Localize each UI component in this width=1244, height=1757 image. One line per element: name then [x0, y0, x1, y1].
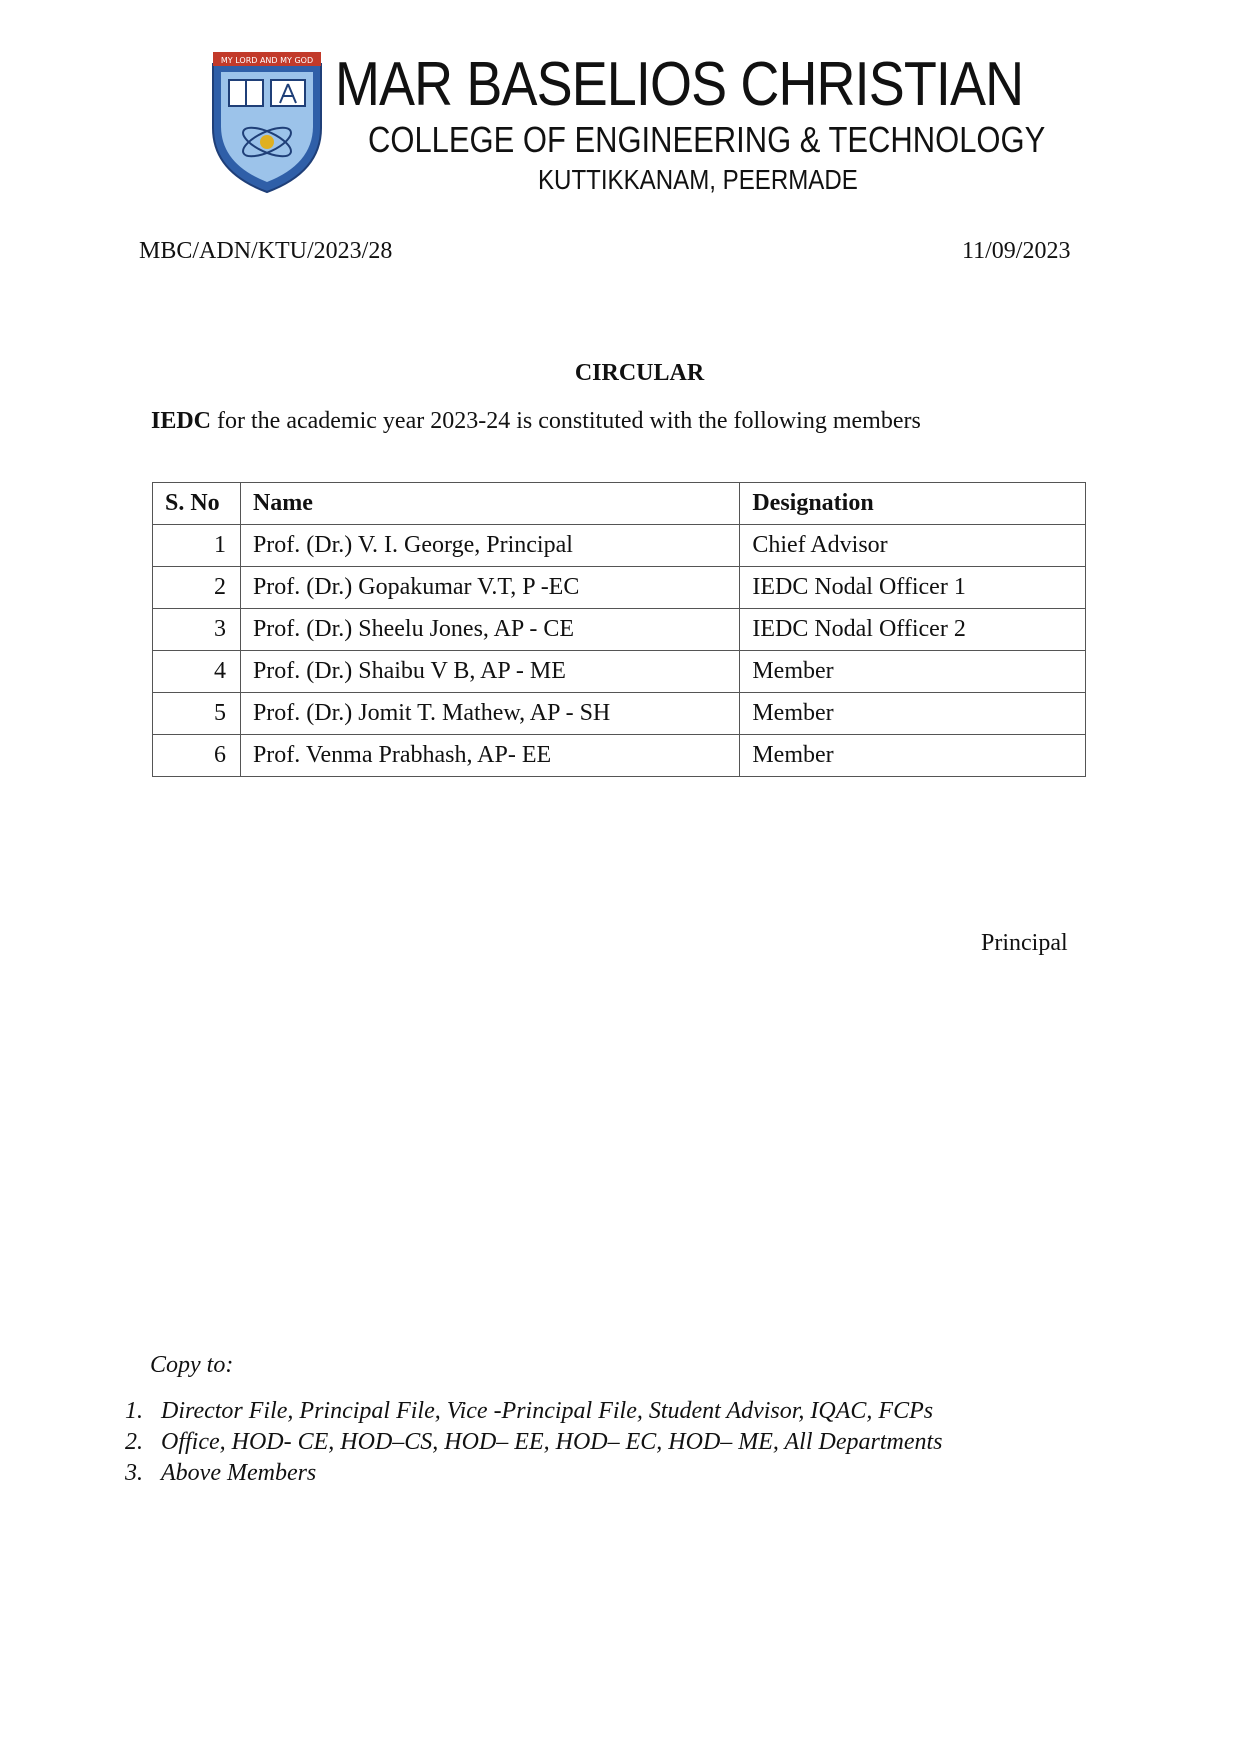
svg-text:MY LORD AND MY GOD: MY LORD AND MY GOD [220, 56, 314, 65]
list-text: Director File, Principal File, Vice -Principal File, Student Advisor, IQAC, FCPs [161, 1398, 934, 1424]
cell-sno: 4 [153, 651, 241, 693]
cell-designation: Member [740, 735, 1086, 777]
cell-sno: 3 [153, 609, 241, 651]
circular-heading: CIRCULAR [574, 360, 705, 386]
reference-number: MBC/ADN/KTU/2023/28 [139, 238, 393, 264]
table-row [153, 651, 1086, 693]
college-subtitle: COLLEGE OF ENGINEERING & TECHNOLOGY [368, 119, 1046, 160]
cell-designation: IEDC Nodal Officer 1 [740, 567, 1086, 609]
copy-to-label: Copy to: [150, 1352, 234, 1378]
cell-designation: Member [740, 651, 1086, 693]
intro-bold: IEDC [151, 408, 212, 434]
cell-name: Prof. (Dr.) Jomit T. Mathew, AP - SH [240, 693, 739, 735]
table-row [153, 735, 1086, 777]
intro-text: for the academic year 2023-24 is constituted with the following members [211, 408, 921, 434]
cell-sno: 6 [153, 735, 241, 777]
list-number: 3. [125, 1460, 143, 1486]
cell-name: Prof. (Dr.) Shaibu V B, AP - ME [240, 651, 739, 693]
cell-name: Prof. (Dr.) V. I. George, Principal [240, 525, 739, 567]
list-item [125, 1396, 942, 1427]
cell-sno: 5 [153, 693, 241, 735]
table-row [153, 609, 1086, 651]
list-text: Above Members [161, 1460, 317, 1486]
table-header-row [153, 483, 1086, 525]
circular-date: 11/09/2023 [962, 238, 1071, 264]
cell-designation: Chief Advisor [740, 525, 1086, 567]
cell-name: Prof. (Dr.) Gopakumar V.T, P -EC [240, 567, 739, 609]
header-designation: Designation [740, 483, 1086, 525]
cell-name: Prof. (Dr.) Sheelu Jones, AP - CE [240, 609, 739, 651]
header-sno: S. No [153, 483, 241, 525]
list-number: 1. [125, 1398, 143, 1424]
cell-name: Prof. Venma Prabhash, AP- EE [240, 735, 739, 777]
college-location: KUTTIKKANAM, PEERMADE [538, 164, 858, 195]
table-row [153, 525, 1086, 567]
cell-sno: 1 [153, 525, 241, 567]
college-name: MAR BASELIOS CHRISTIAN [335, 50, 1024, 119]
list-item [125, 1458, 942, 1489]
table-row [153, 693, 1086, 735]
members-table [152, 482, 1086, 777]
copy-to-list [125, 1396, 942, 1489]
list-text: Office, HOD- CE, HOD–CS, HOD– EE, HOD– EC, HOD– ME, All Departments [161, 1429, 943, 1455]
intro-paragraph [151, 408, 921, 435]
table-row [153, 567, 1086, 609]
cell-designation: IEDC Nodal Officer 2 [740, 609, 1086, 651]
list-item [125, 1427, 942, 1458]
list-number: 2. [125, 1429, 143, 1455]
college-crest-logo [207, 50, 327, 198]
signatory-principal: Principal [981, 930, 1068, 956]
header-name: Name [240, 483, 739, 525]
cell-sno: 2 [153, 567, 241, 609]
cell-designation: Member [740, 693, 1086, 735]
